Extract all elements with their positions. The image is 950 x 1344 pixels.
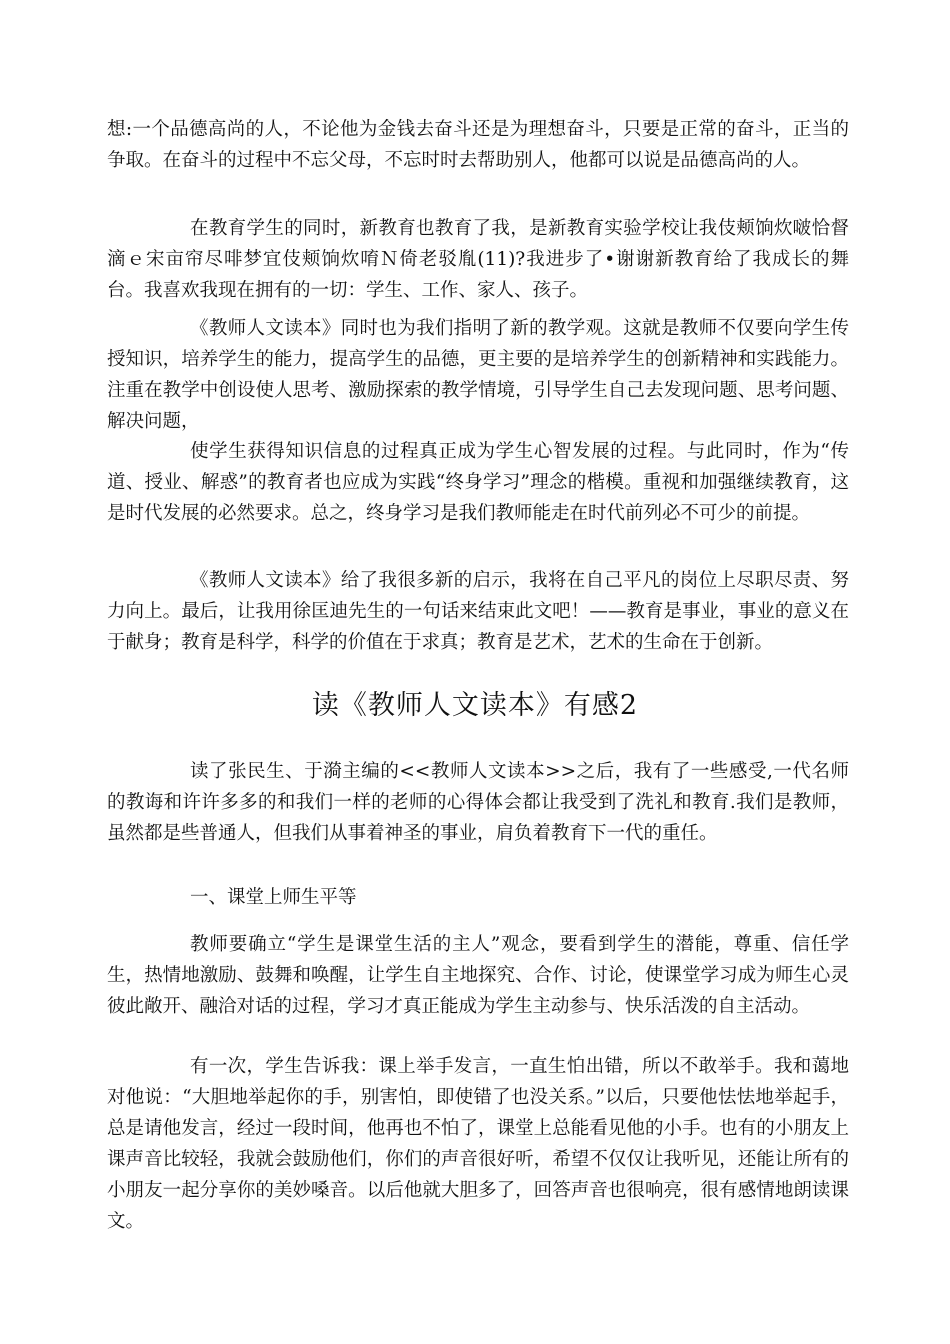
paragraph: 读了张民生、于漪主编的<<教师人文读本>>之后，我有了一些感受,一代名师的教诲和许许多多的和我们一样的老师的心得体会都让我受到了洗礼和教育.我们是教师，虽然都是些普通人，但我们从事着神圣的事业，肩负着教育下一代的重任。: [107, 761, 849, 844]
section-heading: 一、课堂上师生平等: [190, 887, 357, 908]
paragraph: 有一次，学生告诉我：课上举手发言，一直生怕出错，所以不敢举手。我和蔼地对他说：“大胆地举起你的手，别害怕，即使错了也没关系。”以后，只要他怯怯地举起手，总是请他发言，经过一段时间，他再也不怕了，课堂上总能看见他的小手。也有的小朋友上课声音比较轻，我就会鼓励他们，你们的声音很好听，希望不仅仅让我听见，还能让所有的小朋友一起分享你的美妙嗓音。以后他就大胆多了，回答声音也很响亮，很有感情地朗读课文。: [107, 1056, 849, 1232]
paragraph: 在教育学生的同时，新教育也教育了我，是新教育实验学校让我伎颊饷炊啵恰督滴ｅ宋亩帘尽啡梦宜伎颊饷炊唷Ｎ倚老驳胤(11)?我进步了•谢谢新教育给了我成长的舞台。我喜欢我现在拥有的一切：学生、工作、家人、孩子。: [107, 218, 849, 301]
section-title: 读《教师人文读本》有感2: [311, 690, 639, 721]
paragraph: 教师要确立“学生是课堂生活的主人”观念，要看到学生的潜能，尊重、信任学生，热情地激励、鼓舞和唤醒，让学生自主地探究、合作、讨论，使课堂学习成为师生心灵彼此敞开、融洽对话的过程，学习才真正能成为学生主动参与、快乐活泼的自主活动。: [107, 934, 849, 1017]
paragraph-continuation: 想:一个品德高尚的人，不论他为金钱去奋斗还是为理想奋斗，只要是正常的奋斗，正当的争取。在奋斗的过程中不忘父母，不忘时时去帮助别人，他都可以说是品德高尚的人。: [107, 119, 849, 171]
paragraph: 《教师人文读本》同时也为我们指明了新的教学观。这就是教师不仅要向学生传授知识，培养学生的能力，提高学生的品德，更主要的是培养学生的创新精神和实践能力。注重在教学中创设使人思考、激励探索的教学情境，引导学生自己去发现问题、思考问题、解决问题，: [107, 318, 849, 432]
paragraph: 《教师人文读本》给了我很多新的启示，我将在自己平凡的岗位上尽职尽责、努力向上。最后，让我用徐匡迪先生的一句话来结束此文吧！——教育是事业，事业的意义在于献身；教育是科学，科学的价值在于求真；教育是艺术，艺术的生命在于创新。: [107, 570, 849, 653]
paragraph: 使学生获得知识信息的过程真正成为学生心智发展的过程。与此同时，作为“传道、授业、解惑”的教育者也应成为实践“终身学习”理念的楷模。重视和加强继续教育，这是时代发展的必然要求。总之，终身学习是我们教师能走在时代前列必不可少的前提。: [107, 441, 849, 524]
